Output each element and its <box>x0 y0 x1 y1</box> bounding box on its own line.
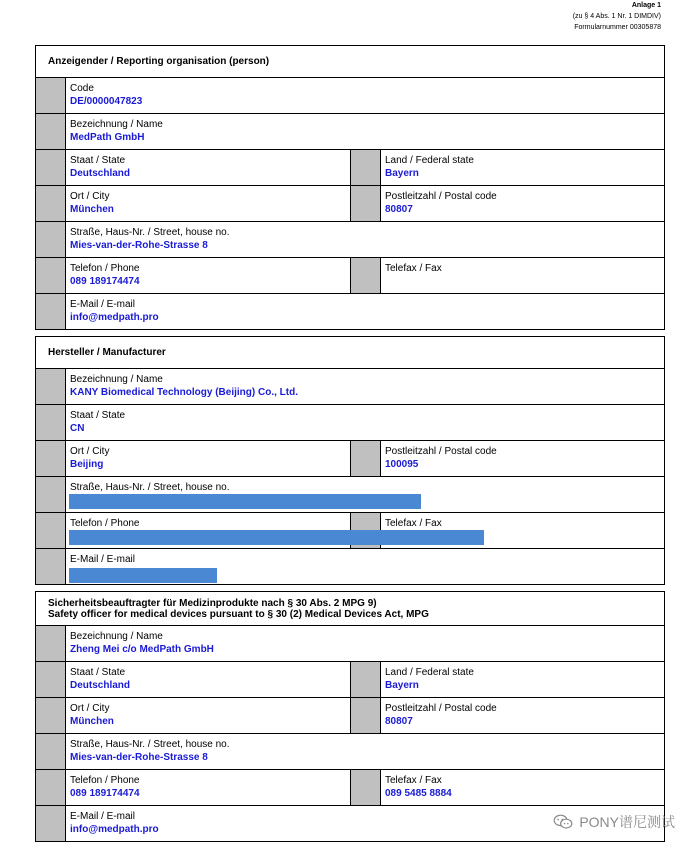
phone-row <box>36 513 664 549</box>
watermark-text: PONY谱尼测试 <box>579 814 675 830</box>
federal-state-value: Bayern <box>385 168 419 179</box>
phone-value: 089 189174474 <box>70 788 140 799</box>
code-value: DE/0000047823 <box>70 96 143 107</box>
email-label: E-Mail / E-mail <box>70 811 136 822</box>
city-value: Beijing <box>70 459 104 470</box>
name-row <box>36 626 664 662</box>
fax-label: Telefax / Fax <box>385 263 442 274</box>
name-label: Bezeichnung / Name <box>70 119 163 130</box>
manufacturer-section <box>35 336 665 585</box>
safety-officer-section <box>35 591 665 842</box>
name-value: KANY Biomedical Technology (Beijing) Co., Ltd. <box>70 387 298 398</box>
city-value: München <box>70 204 114 215</box>
city-label: Ort / City <box>70 191 110 202</box>
annex-label: Anlage 1 <box>631 2 661 9</box>
street-value: Mies-van-der-Rohe-Strasse 8 <box>70 240 208 251</box>
section-title <box>36 592 664 626</box>
wechat-icon <box>553 814 573 830</box>
postal-code-value: 80807 <box>385 204 413 215</box>
email-label: E-Mail / E-mail <box>70 299 136 310</box>
form-header <box>573 0 661 33</box>
phone-row <box>36 770 664 806</box>
phone-label: Telefon / Phone <box>70 518 140 529</box>
fax-value: 089 5485 8884 <box>385 788 452 799</box>
city-label: Ort / City <box>70 446 110 457</box>
phone-value: 089 189174474 <box>70 276 140 287</box>
street-row <box>36 734 664 770</box>
annex-reference: (zu § 4 Abs. 1 Nr. 1 DIMDIV) <box>572 13 661 20</box>
email-row <box>36 294 664 329</box>
state-value: CN <box>70 423 85 434</box>
state-row <box>36 662 664 698</box>
street-row <box>36 222 664 258</box>
city-value: München <box>70 716 114 727</box>
name-label: Bezeichnung / Name <box>70 631 163 642</box>
email-row <box>36 549 664 584</box>
state-label: Staat / State <box>70 410 126 421</box>
section-title: Hersteller / Manufacturer <box>36 337 664 369</box>
postal-code-label: Postleitzahl / Postal code <box>385 446 497 457</box>
federal-state-label: Land / Federal state <box>385 667 474 678</box>
name-label: Bezeichnung / Name <box>70 374 163 385</box>
state-label: Staat / State <box>70 155 126 166</box>
state-value: Deutschland <box>70 168 131 179</box>
street-label: Straße, Haus-Nr. / Street, house no. <box>70 482 230 493</box>
postal-code-label: Postleitzahl / Postal code <box>385 703 497 714</box>
city-row <box>36 441 664 477</box>
reporting-section <box>35 45 665 330</box>
postal-code-value: 100095 <box>385 459 419 470</box>
fax-label: Telefax / Fax <box>385 775 442 786</box>
city-row <box>36 186 664 222</box>
section-title-de: Sicherheitsbeauftragter für Medizinprodukte nach § 30 Abs. 2 MPG 9) <box>48 597 377 609</box>
city-label: Ort / City <box>70 703 110 714</box>
federal-state-value: Bayern <box>385 680 419 691</box>
watermark <box>553 812 675 832</box>
phone-row <box>36 258 664 294</box>
name-value: Zheng Mei c/o MedPath GmbH <box>70 644 214 655</box>
code-label: Code <box>70 83 94 94</box>
email-value: info@medpath.pro <box>70 824 159 835</box>
redaction-bar <box>69 494 421 509</box>
phone-label: Telefon / Phone <box>70 775 140 786</box>
section-title-en: Safety officer for medical devices pursuant to § 30 (2) Medical Devices Act, MPG <box>48 608 429 620</box>
email-label: E-Mail / E-mail <box>70 554 136 565</box>
state-row <box>36 405 664 441</box>
redaction-bar <box>69 568 217 583</box>
street-row <box>36 477 664 513</box>
name-value: MedPath GmbH <box>70 132 145 143</box>
redaction-bar <box>69 530 484 545</box>
form-number: Formularnummer 00305878 <box>574 24 661 31</box>
street-label: Straße, Haus-Nr. / Street, house no. <box>70 739 230 750</box>
section-title: Anzeigender / Reporting organisation (person) <box>36 46 664 78</box>
code-row <box>36 78 664 114</box>
street-label: Straße, Haus-Nr. / Street, house no. <box>70 227 230 238</box>
postal-code-label: Postleitzahl / Postal code <box>385 191 497 202</box>
federal-state-label: Land / Federal state <box>385 155 474 166</box>
state-value: Deutschland <box>70 680 131 691</box>
state-row <box>36 150 664 186</box>
phone-label: Telefon / Phone <box>70 263 140 274</box>
city-row <box>36 698 664 734</box>
postal-code-value: 80807 <box>385 716 413 727</box>
state-label: Staat / State <box>70 667 126 678</box>
fax-label: Telefax / Fax <box>385 518 442 529</box>
name-row <box>36 114 664 150</box>
email-value: info@medpath.pro <box>70 312 159 323</box>
street-value: Mies-van-der-Rohe-Strasse 8 <box>70 752 208 763</box>
name-row <box>36 369 664 405</box>
